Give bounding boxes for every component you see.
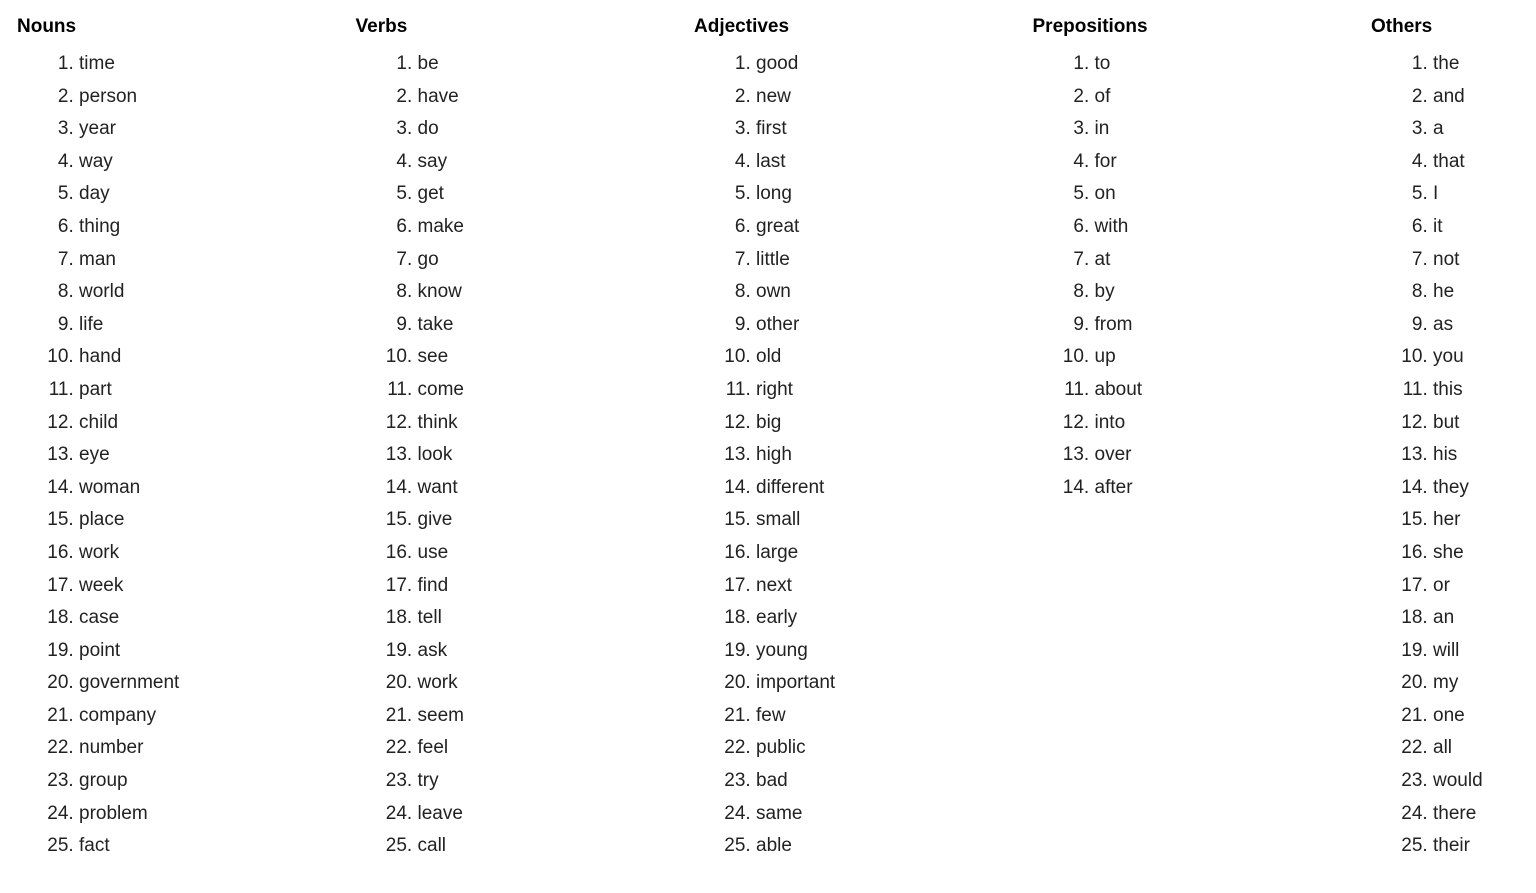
list-item: 19. point [79,635,356,668]
list-item: 5. long [756,178,1033,211]
list-item: 14. they [1433,472,1536,505]
list-item: 8. he [1433,276,1536,309]
list-item: 20. important [756,667,1033,700]
list-item: 3. a [1433,113,1536,146]
list-item: 3. in [1095,113,1372,146]
list-item: 19. will [1433,635,1536,668]
list-item: 16. work [79,537,356,570]
column-heading: Verbs [355,16,408,37]
column-heading: Adjectives [694,16,790,37]
list-item: 18. tell [418,602,695,635]
list-item: 3. first [756,113,1033,146]
list-item: 4. that [1433,146,1536,179]
list-item: 9. life [79,309,356,342]
column-others [1371,13,1536,863]
list-item: 14. want [418,472,695,505]
list-item: 5. I [1433,178,1536,211]
list-item: 5. get [418,178,695,211]
list-item: 17. week [79,570,356,603]
list-item: 9. as [1433,309,1536,342]
list-item: 23. bad [756,765,1033,798]
list-item: 22. number [79,732,356,765]
list-item: 9. other [756,309,1033,342]
list-item: 3. do [418,113,695,146]
list-item: 19. ask [418,635,695,668]
list-item: 20. work [418,667,695,700]
column-verbs [356,13,695,863]
list-item: 7. at [1095,244,1372,277]
list-item: 25. able [756,830,1033,863]
column-adjectives [694,13,1033,863]
list-item: 18. early [756,602,1033,635]
list-item: 13. his [1433,439,1536,472]
list-item: 6. thing [79,211,356,244]
list-item: 2. and [1433,81,1536,114]
list-item: 2. person [79,81,356,114]
list-item: 21. one [1433,700,1536,733]
list-item: 21. few [756,700,1033,733]
list-item: 5. on [1095,178,1372,211]
list-item: 23. try [418,765,695,798]
list-item: 22. public [756,732,1033,765]
list-item: 11. part [79,374,356,407]
list-item: 1. time [79,48,356,81]
list-item: 24. problem [79,798,356,831]
list-item: 8. world [79,276,356,309]
list-item: 8. by [1095,276,1372,309]
list-item: 21. company [79,700,356,733]
list-item: 1. good [756,48,1033,81]
list-item: 11. right [756,374,1033,407]
list-item: 13. high [756,439,1033,472]
list-item: 3. year [79,113,356,146]
column-heading: Prepositions [1032,16,1148,37]
list-item: 21. seem [418,700,695,733]
list-item: 2. have [418,81,695,114]
list-item: 15. her [1433,504,1536,537]
list-item: 4. say [418,146,695,179]
word-list [356,48,695,863]
list-item: 4. way [79,146,356,179]
word-list [17,48,356,863]
list-item: 1. to [1095,48,1372,81]
list-item: 25. their [1433,830,1536,863]
list-item: 11. this [1433,374,1536,407]
column-prepositions [1033,13,1372,863]
list-item: 16. she [1433,537,1536,570]
list-item: 10. old [756,341,1033,374]
list-item: 8. own [756,276,1033,309]
list-item: 24. same [756,798,1033,831]
list-item: 10. see [418,341,695,374]
list-item: 7. man [79,244,356,277]
list-item: 12. big [756,407,1033,440]
word-list [694,48,1033,863]
list-item: 13. over [1095,439,1372,472]
list-item: 24. leave [418,798,695,831]
list-item: 9. take [418,309,695,342]
list-item: 6. make [418,211,695,244]
list-item: 6. it [1433,211,1536,244]
column-heading: Others [1371,16,1433,37]
list-item: 13. look [418,439,695,472]
list-item: 20. my [1433,667,1536,700]
list-item: 18. case [79,602,356,635]
list-item: 4. for [1095,146,1372,179]
list-item: 14. woman [79,472,356,505]
word-list [1033,48,1372,504]
list-item: 10. up [1095,341,1372,374]
list-item: 17. next [756,570,1033,603]
list-item: 7. go [418,244,695,277]
list-item: 25. call [418,830,695,863]
list-item: 15. small [756,504,1033,537]
list-item: 25. fact [79,830,356,863]
word-list [1371,48,1536,863]
list-item: 23. would [1433,765,1536,798]
list-item: 12. but [1433,407,1536,440]
list-item: 17. or [1433,570,1536,603]
list-item: 7. not [1433,244,1536,277]
list-item: 19. young [756,635,1033,668]
list-item: 4. last [756,146,1033,179]
list-item: 14. after [1095,472,1372,505]
list-item: 1. the [1433,48,1536,81]
list-item: 6. with [1095,211,1372,244]
list-item: 12. think [418,407,695,440]
list-item: 14. different [756,472,1033,505]
list-item: 11. come [418,374,695,407]
list-item: 16. large [756,537,1033,570]
list-item: 15. give [418,504,695,537]
list-item: 23. group [79,765,356,798]
list-item: 7. little [756,244,1033,277]
list-item: 22. all [1433,732,1536,765]
list-item: 18. an [1433,602,1536,635]
list-item: 22. feel [418,732,695,765]
list-item: 20. government [79,667,356,700]
list-item: 6. great [756,211,1033,244]
list-item: 12. child [79,407,356,440]
list-item: 12. into [1095,407,1372,440]
list-item: 5. day [79,178,356,211]
list-item: 2. of [1095,81,1372,114]
list-item: 1. be [418,48,695,81]
list-item: 2. new [756,81,1033,114]
list-item: 11. about [1095,374,1372,407]
list-item: 16. use [418,537,695,570]
list-item: 8. know [418,276,695,309]
list-item: 10. you [1433,341,1536,374]
column-heading: Nouns [17,16,77,37]
list-item: 10. hand [79,341,356,374]
list-item: 9. from [1095,309,1372,342]
list-item: 24. there [1433,798,1536,831]
list-item: 17. find [418,570,695,603]
column-nouns [17,13,356,863]
list-item: 13. eye [79,439,356,472]
list-item: 15. place [79,504,356,537]
